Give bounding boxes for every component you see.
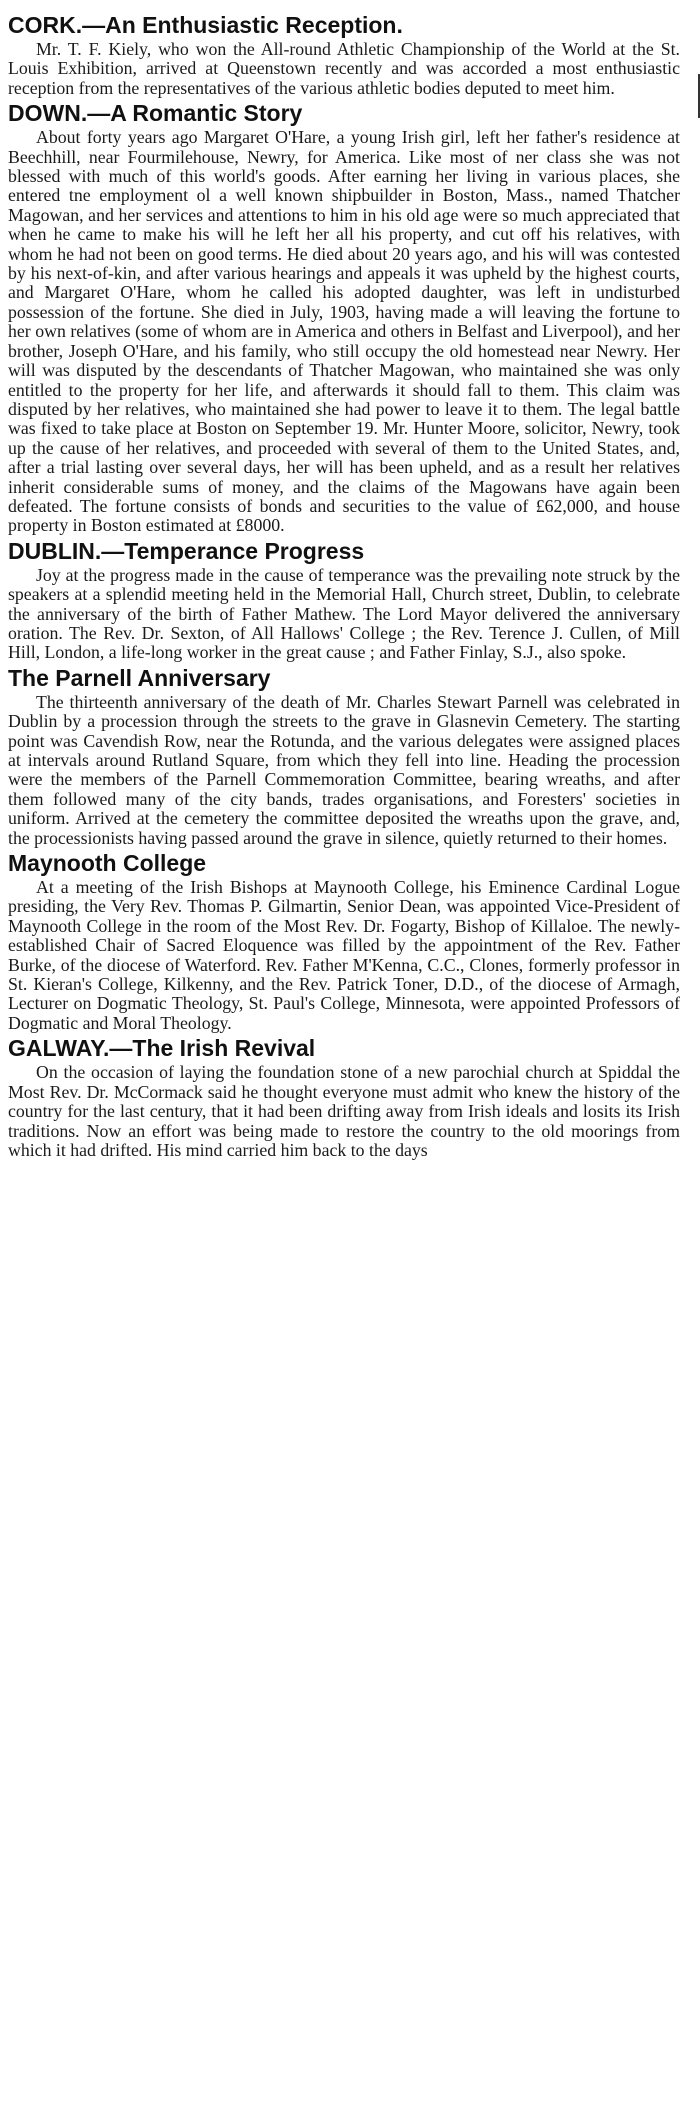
article-cork — [8, 12, 680, 98]
article-body: Joy at the progress made in the cause of temperance was the prevailing note struck by the speakers at a splendid meeting held in the Memorial Hall, Church street, Dublin, to celebrate the anniversary of the birth of Father Mathew. The Lord Mayor delivered the anniversary oration. The Rev. Dr. Sexton, of All Hallows' College ; the Rev. Terence J. Cullen, of Mill Hill, London, a life-long worker in the great cause ; and Father Finlay, S.J., also spoke. — [8, 564, 680, 663]
article-heading: DOWN.—A Romantic Story — [8, 100, 303, 127]
article-body: At a meeting of the Irish Bishops at Maynooth College, his Eminence Cardinal Logue presiding, the Very Rev. Thomas P. Gilmartin, Senior Dean, was appointed Vice-President of Maynooth College in the room of the Most Rev. Dr. Fogarty, Bishop of Killaloe. The newly-established Chair of Sacred Eloquence was filled by the appointment of the Rev. Father Burke, of the diocese of Waterford. Rev. Father M'Kenna, C.C., Clones, formerly professor in St. Kieran's College, Kilkenny, and the Rev. Patrick Toner, D.D., of the diocese of Armagh, Lecturer on Dogmatic Theology, St. Paul's College, Minnesota, were appointed Professors of Dogmatic and Moral Theology. — [8, 877, 680, 1033]
newspaper-column — [8, 10, 680, 2114]
article-heading: DUBLIN.—Temperance Progress — [8, 537, 365, 564]
article-parnell — [8, 665, 680, 848]
article-body: The thirteenth anniversary of the death of Mr. Charles Stewart Parnell was celebrated in Dublin by a procession through the streets to the grave in Glasnevin Cemetery. The starting point was Cavendish Row, near the Rotunda, and the various delegates were assigned places at intervals around Rutland Square, from which they fell into line. Heading the procession were the members of the Parnell Commemoration Committee, bearing wreaths, and after them followed many of the city bands, trades organisations, and Foresters' societies in uniform. Arrived at the cemetery the committee deposited the wreaths upon the grave, and, the processionists having passed around the grave in silence, quietly returned to their homes. — [8, 691, 680, 848]
article-body: About forty years ago Margaret O'Hare, a young Irish girl, left her father's residence at Beechhill, near Fourmilehouse, Newry, for America. Like most of ner class she was not blessed with much of this world's goods. After earning her living in various places, she entered tne employment ol a well known shipbuilder in Boston, Mass., named Thatcher Magowan, and her services and attentions to him in his old age were so much appreciated that when he came to make his will he left her all his property, and cut off his relatives, with whom he had not been on good terms. He died about 20 years ago, and his will was contested by his next-of-kin, and after various hearings and appeals it was upheld by the highest courts, and Margaret O'Hare, whom he called his adopted daughter, was left in undisturbed possession of the fortune. She died in July, 1903, having made a will leaving the fortune to her own relatives (some of whom are in America and others in Belfast and Liverpool), and her brother, Joseph O'Hare, and his family, who still occupy the old homestead near Newry. Her will was disputed by the descendants of Thatcher Magowan, who maintained she was only entitled to the property for her life, and afterwards it should fall to them. This claim was disputed by her relatives, who maintained she had power to leave it to them. The legal battle was fixed to take place at Boston on September 19. Mr. Hunter Moore, solicitor, Newry, took up the cause of her relatives, and proceeded with several of them to the United States, and, after a trial lasting over several days, her will has been upheld, and as a result her relatives inherit considerable sums of money, and the claims of the Magowans have again been defeated. The fortune consists of bonds and securities to the value of £62,000, and house property in Boston estimated at £8000. — [8, 127, 680, 536]
article-dublin — [8, 538, 680, 663]
article-galway — [8, 1035, 680, 1160]
article-heading: Maynooth College — [8, 850, 207, 877]
article-maynooth — [8, 850, 680, 1033]
article-down — [8, 100, 680, 536]
article-heading: CORK.—An Enthusiastic Reception. — [8, 12, 403, 38]
article-heading: The Parnell Anniversary — [8, 664, 271, 691]
article-body: Mr. T. F. Kiely, who won the All-round Athletic Championship of the World at the St. Louis Exhibition, arrived at Queenstown recently and was accorded a most enthusiastic reception from the representatives of the various athletic bodies deputed to meet him. — [8, 39, 680, 98]
article-body: On the occasion of laying the foundation stone of a new parochial church at Spiddal the Most Rev. Dr. McCormack said he thought everyone must admit who knew the history of the country for the last century, that it had been drifting away from Irish ideals and losits its Irish traditions. Now an effort was being made to restore the country to the old moorings from which it had drifted. His mind carried him back to the days — [8, 1062, 680, 1160]
article-heading: GALWAY.—The Irish Revival — [8, 1035, 316, 1062]
